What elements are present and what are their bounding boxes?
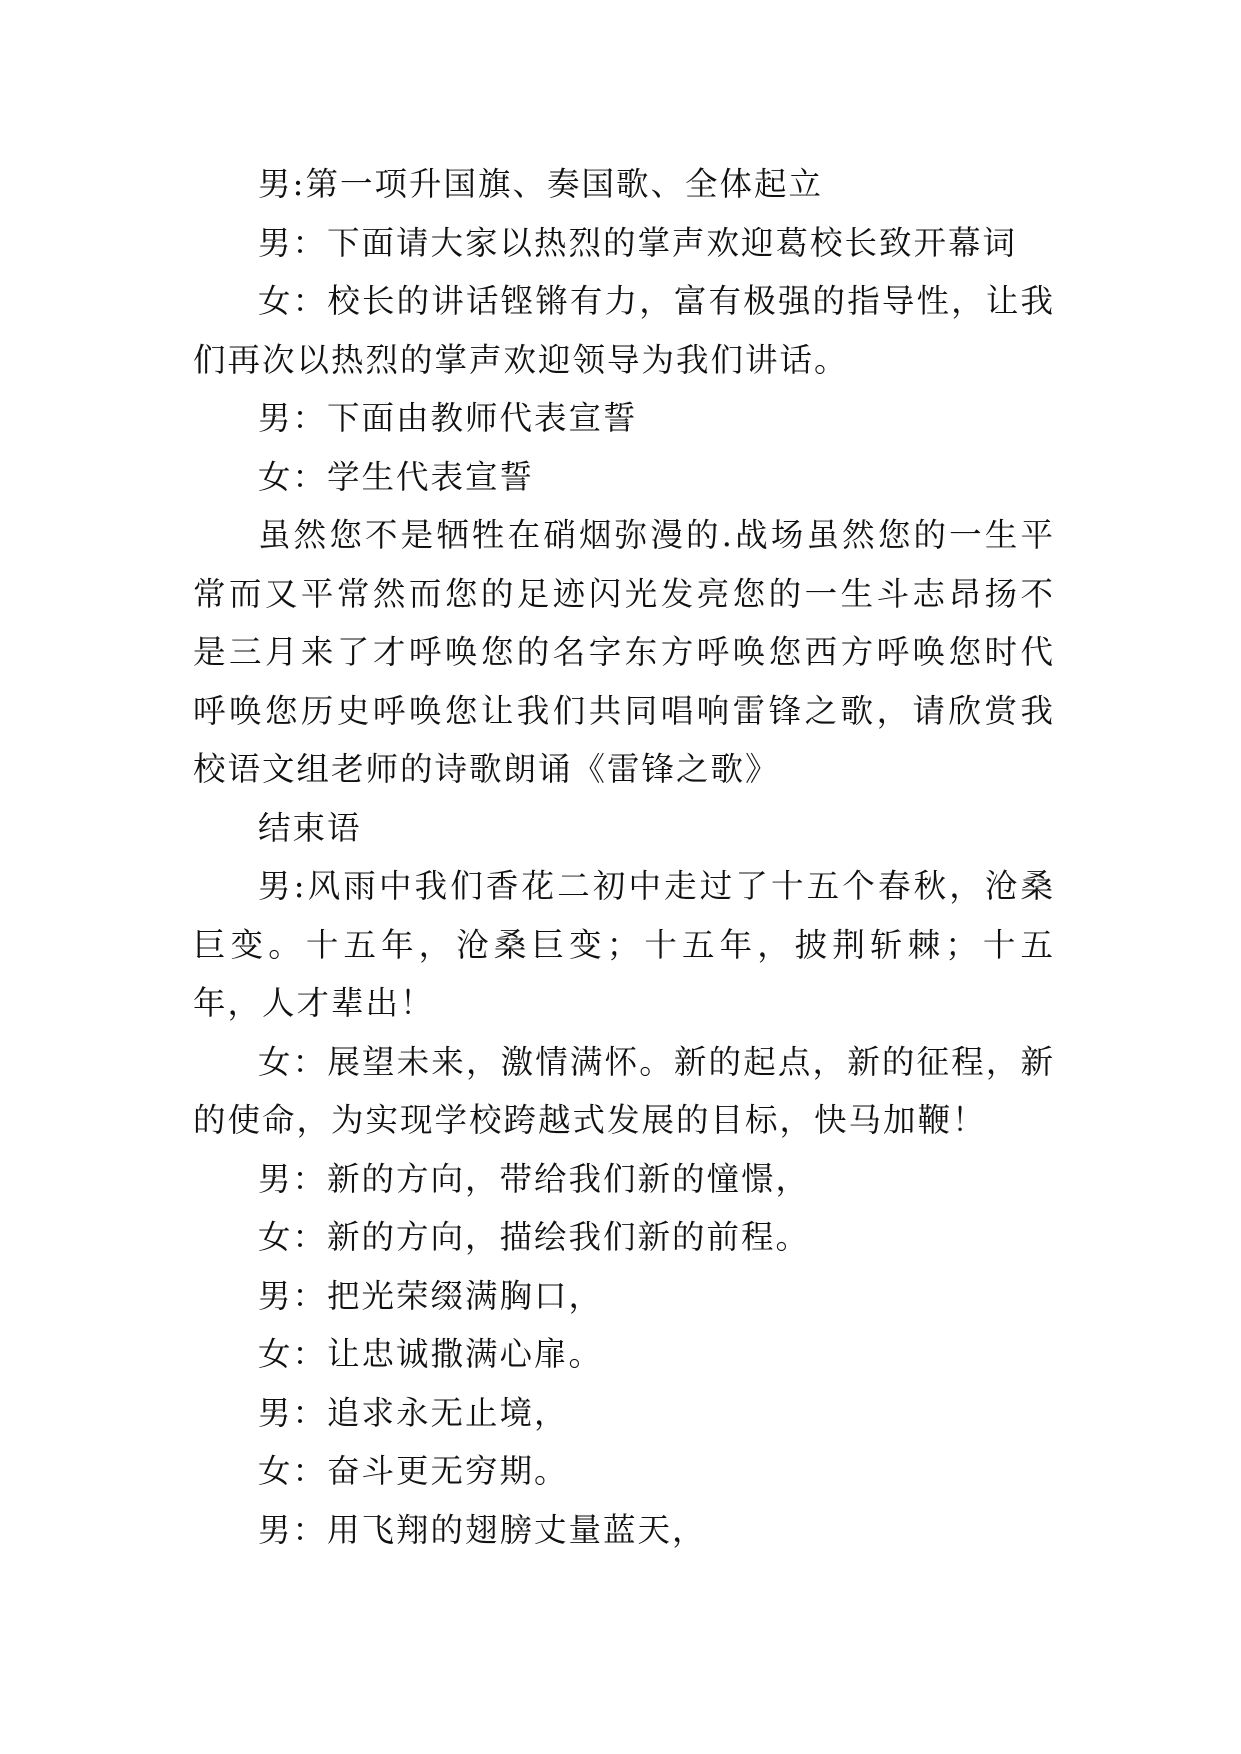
document-body (193, 155, 1055, 1559)
paragraph-3: 女：校长的讲话铿锵有力，富有极强的指导性，让我们再次以热烈的掌声欢迎领导为我们讲话。 (193, 282, 1055, 379)
paragraph-12: 男：把光荣缀满胸口， (258, 1276, 604, 1315)
paragraph-8: 男:风雨中我们香花二初中走过了十五个春秋，沧桑巨变。十五年，沧桑巨变；十五年，披荆斩棘；十五年，人才辈出！ (193, 867, 1055, 1022)
paragraph-13: 女：让忠诚撒满心扉。 (258, 1335, 604, 1373)
paragraph-16: 男：用飞翔的翅膀丈量蓝天， (258, 1510, 707, 1549)
paragraph-15: 女：奋斗更无穷期。 (258, 1452, 569, 1490)
section-heading: 结束语 (258, 808, 362, 847)
paragraph-5: 女：学生代表宣誓 (258, 457, 535, 496)
paragraph-10: 男：新的方向，带给我们新的憧憬， (258, 1159, 811, 1198)
paragraph-11: 女：新的方向，描绘我们新的前程。 (258, 1218, 811, 1256)
paragraph-14: 男：追求永无止境， (258, 1393, 569, 1432)
paragraph-9: 女：展望未来，激情满怀。新的起点，新的征程，新的使命，为实现学校跨越式发展的目标，快马加鞭！ (193, 1042, 1055, 1139)
paragraph-2: 男：下面请大家以热烈的掌声欢迎葛校长致开幕词 (258, 223, 1018, 262)
paragraph-6: 虽然您不是牺牲在硝烟弥漫的.战场虽然您的一生平常而又平常然而您的足迹闪光发亮您的一生斗志昂扬不是三月来了才呼唤您的名字东方呼唤您西方呼唤您时代呼唤您历史呼唤您让我们共同唱响雷锋之歌，请欣赏我校语文组老师的诗歌朗诵《雷锋之歌》 (193, 516, 1055, 788)
paragraph-4: 男：下面由教师代表宣誓 (258, 399, 638, 437)
paragraph-1: 男:第一项升国旗、奏国歌、全体起立 (258, 165, 823, 203)
